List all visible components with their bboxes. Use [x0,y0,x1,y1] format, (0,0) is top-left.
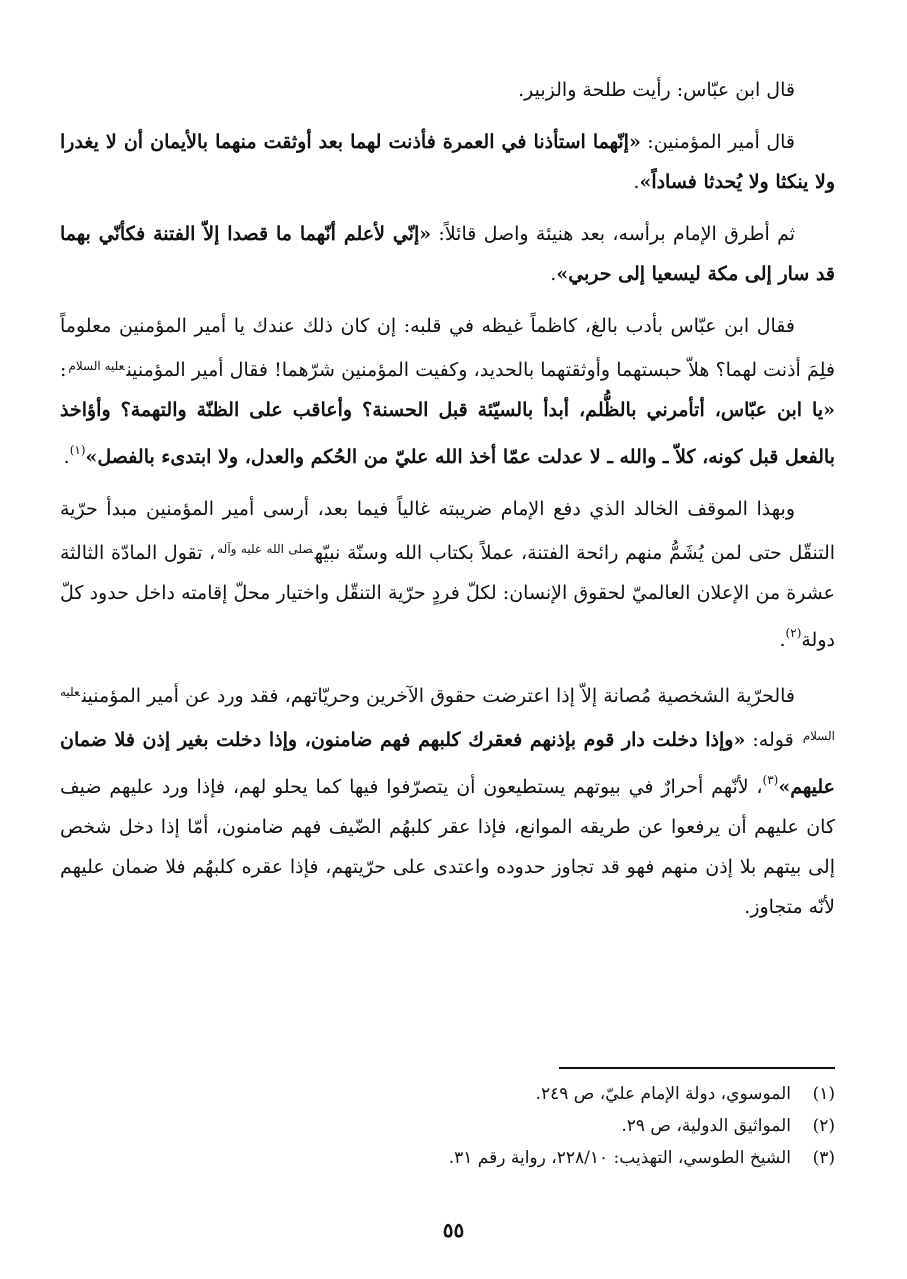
paragraph-6-mid: قوله: [745,729,801,751]
paragraph-6-lead: فالحرّية الشخصية مُصانة إلاّ إذا اعترضت حقوق الآخرين وحريّاتهم، فقد ورد عن أمير المؤمنين [81,685,795,707]
paragraph-5-lead: وبهذا الموقف الخالد الذي دفع الإمام ضريبته غالياً فيما بعد، أرسى أمير المؤمنين مبدأ حرّية التنقّل حتى لمن يُشَمُّ منهم رائحة الفتنة، عملاً بكتاب الله وسنّة نبيّه [60,498,836,564]
paragraph-3-quote: «إنّي لأعلم أنّهما ما قصدا إلاّ الفتنة فكأنّي بهما قد سار إلى مكة ليسعيا إلى حربي» [60,223,835,285]
paragraph-2-quote: «إنّهما استأذنا في العمرة فأذنت لهما بعد أوثقت منهما بالأيمان أن لا يغدرا ولا ينكثا ولا يُحدثا فساداً» [60,131,835,193]
paragraph-4-lead: فقال ابن عبّاس بأدب بالغ، كاظماً غيظه في قلبه: إن كان ذلك عندك يا أمير المؤمنين معلوماً فلِمَ أذنت لهما؟ هلاّ حبستهما وأوثقتهما بالحديد، وكفيت المؤمنين شرّهما! فقال أمير المؤمنين [60,315,836,381]
honorific-glyph: عليه السلام [68,359,125,373]
paragraph-6-quote: «وإذا دخلت دار قوم بإذنهم فعقرك كلبهم فهم ضامنون، وإذا دخلت بغير إذن فلا ضمان عليهم» [60,729,835,798]
paragraph-4-tail: . [63,446,70,468]
paragraph-5 [60,489,835,660]
footnote-2-text: المواثيق الدولية، ص ٢٩. [621,1116,791,1136]
paragraph-6 [60,672,835,927]
paragraph-5-tail: . [779,629,786,651]
honorific-glyph: صلى الله عليه وآله [217,542,313,556]
footnote-ref-2: (٢) [785,626,802,640]
paragraph-4 [60,306,835,477]
footnote-divider [559,1067,835,1069]
footnote-2 [60,1110,835,1142]
paragraph-2-lead: قال أمير المؤمنين: [640,131,795,153]
paragraph-1 [60,70,835,110]
footnotes [60,1078,835,1174]
footnote-1 [60,1078,835,1110]
honorific-glyph: عليه السلام [60,685,835,743]
footnote-ref-1: (١) [69,443,86,457]
paragraph-5-mid: ، تقول المادّة الثالثة عشرة من الإعلان العالميّ لحقوق الإنسان: لكلّ فردٍ حرّية التنقّل واختيار محلّ إقامته داخل حدود كلّ دولة [60,542,835,651]
footnote-ref-3: (٣) [762,773,779,787]
footnote-1-text: الموسوي، دولة الإمام عليّ، ص ٢٤٩. [535,1084,791,1104]
paragraph-2-tail: . [633,171,640,193]
footnote-3-text: الشيخ الطوسي، التهذيب: ٢٢٨/١٠، رواية رقم ٣١. [448,1148,791,1168]
page-number: ٥٥ [442,1218,465,1242]
paragraph-1-text: قال ابن عبّاس: رأيت طلحة والزبير. [518,79,795,101]
paragraph-3 [60,214,835,294]
paragraph-4-quote: «يا ابن عبّاس، أتأمرني بالظُّلم، أبدأ بالسيّئة قبل الحسنة؟ وأعاقب على الظنّة والتهمة؟ وأؤاخذ بالفعل قبل كونه، كلاّ ـ والله ـ لا عدلت عمّا أخذ الله عليّ من الحُكم والعدل، ولا ابتدىء بالفصل» [60,399,835,468]
paragraph-2 [60,122,835,202]
page-body [60,70,835,939]
footnote-2-number: (٢) [812,1116,835,1136]
paragraph-3-lead: ثم أطرق الإمام برأسه، بعد هنيئة واصل قائلاً: [431,223,795,245]
footnote-1-number: (١) [812,1084,835,1104]
footnote-3 [60,1142,835,1174]
paragraph-4-mid: : [60,359,67,381]
paragraph-3-tail: . [550,263,557,285]
paragraph-6-rest: ، لأنّهم أحرارٌ في بيوتهم يستطيعون أن يتصرّفوا فيها كما يحلو لهم، فإذا ورد عليهم ضيف كان عليهم أن يرفعوا عن طريقه الموانع، فإذا عقر كلبهُم الضّيف فهم ضامنون، أمّا إذا دخل شخص إلى بيتهم بلا إذن منهم فهو قد تجاوز حدوده واعتدى على حرّيتهم، فإذا عقره كلبهُم فلا ضمان عليهم لأنّه متجاوز. [60,776,835,918]
footnote-3-number: (٣) [812,1148,835,1168]
